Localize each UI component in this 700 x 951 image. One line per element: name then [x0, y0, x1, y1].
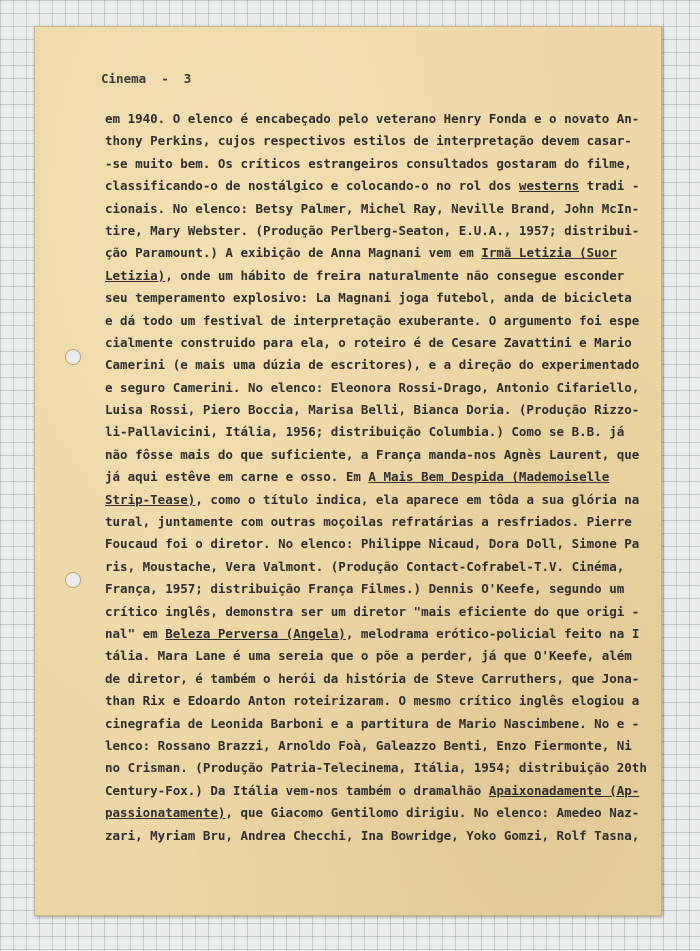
text-segment: cionais. No elenco: Betsy Palmer, Michel Ray, Neville Brand, John McIn-: [105, 200, 640, 216]
underlined-title: A Mais Bem Despida (Mademoiselle: [368, 469, 610, 485]
text-segment: thony Perkins, cujos respectivos estilos de interpretação devem casar-: [105, 133, 632, 149]
text-segment: nal" em: [105, 625, 166, 641]
text-segment: já aqui estêve em carne e osso. Em: [105, 469, 369, 485]
text-segment: classificando-o de nostálgico e colocando-o no rol dos: [105, 178, 519, 194]
text-line: [105, 332, 663, 354]
text-segment: Foucaud foi o diretor. No elenco: Philippe Nicaud, Dora Doll, Simone Pa: [105, 536, 640, 552]
document-sheet: [34, 26, 662, 916]
underlined-title: passionatamente): [105, 805, 226, 821]
text-line: [105, 444, 663, 466]
text-segment: França, 1957; distribuição França Filmes.) Dennis O'Keefe, segundo um: [105, 581, 625, 597]
underlined-title: Apaixonadamente (Ap-: [488, 782, 640, 798]
text-segment: Camerini (e mais uma dúzia de escritores), e a direção do experimentado: [105, 357, 640, 373]
text-line: [105, 601, 663, 623]
text-line: [105, 623, 663, 645]
text-segment: tradi -: [579, 178, 640, 194]
text-line: [105, 578, 663, 600]
text-segment: não fôsse mais do que suficiente, a França manda-nos Agnès Laurent, que: [105, 446, 640, 462]
text-segment: no Crisman. (Produção Patria-Telecinema, Itália, 1954; distribuição 20th: [105, 760, 647, 776]
text-segment: ris, Moustache, Vera Valmont. (Produção Contact-Cofrabel-T.V. Cinéma,: [105, 558, 625, 574]
text-line: [105, 220, 663, 242]
text-line: [105, 108, 663, 130]
text-segment: , melodrama erótico-policial feito na I: [345, 625, 640, 641]
text-segment: Luisa Rossi, Piero Boccia, Marisa Belli, Bianca Doria. (Produção Rizzo-: [105, 402, 640, 418]
text-segment: li-Pallavicini, Itália, 1956; distribuição Columbia.) Como se B.B. já: [105, 424, 625, 440]
text-segment: ção Paramount.) A exibição de Anna Magnani vem em: [105, 245, 482, 261]
text-line: [105, 780, 663, 802]
text-line: [105, 489, 663, 511]
text-line: [105, 511, 663, 533]
text-segment: , como o título indica, ela aparece em tôda a sua glória na: [195, 491, 640, 507]
text-segment: tire, Mary Webster. (Produção Perlberg-Seaton, E.U.A., 1957; distribui-: [105, 222, 640, 238]
text-line: [105, 377, 663, 399]
text-line: [105, 802, 663, 824]
text-segment: cinegrafia de Leonida Barboni e a partitura de Mario Nascimbene. No e -: [105, 715, 640, 731]
text-segment: e seguro Camerini. No elenco: Eleonora Rossi-Drago, Antonio Cifariello,: [105, 379, 640, 395]
binder-hole: [65, 349, 81, 365]
text-segment: de diretor, é também o herói da história de Steve Carruthers, que Jona-: [105, 670, 640, 686]
text-line: [105, 466, 663, 488]
text-line: [105, 421, 663, 443]
typed-body-text: [105, 108, 663, 884]
text-segment: Century-Fox.) Da Itália vem-nos também o dramalhão: [105, 782, 489, 798]
binder-hole: [65, 572, 81, 588]
text-line: [105, 130, 663, 152]
text-line: [105, 735, 663, 757]
text-line: [105, 825, 663, 847]
text-segment: e dá todo um festival de interpretação exuberante. O argumento foi espe: [105, 312, 640, 328]
text-line: [105, 242, 663, 264]
page-heading: Cinema - 3: [101, 71, 192, 86]
underlined-title: Letizia): [105, 267, 166, 283]
text-line: [105, 399, 663, 421]
text-line: [105, 668, 663, 690]
text-segment: tural, juntamente com outras moçoilas refratárias a resfriados. Pierre: [105, 514, 632, 530]
text-line: [105, 645, 663, 667]
text-segment: than Rix e Edoardo Anton roteirizaram. O mesmo crítico inglês elogiou a: [105, 693, 640, 709]
text-segment: lenco: Rossano Brazzi, Arnoldo Foà, Galeazzo Benti, Enzo Fiermonte, Ni: [105, 737, 632, 753]
underlined-title: westerns: [518, 178, 580, 194]
text-segment: , que Giacomo Gentilomo dirigiu. No elenco: Amedeo Naz-: [225, 805, 640, 821]
text-segment: cialmente construido para ela, o roteiro é de Cesare Zavattini e Mario: [105, 334, 632, 350]
text-line: [105, 153, 663, 175]
text-segment: seu temperamento explosivo: La Magnani joga futebol, anda de bicicleta: [105, 290, 632, 306]
underlined-title: Beleza Perversa (Angela): [165, 625, 346, 641]
text-line: [105, 757, 663, 779]
text-segment: tália. Mara Lane é uma sereia que o põe a perder, já que O'Keefe, além: [105, 648, 632, 664]
text-line: [105, 198, 663, 220]
text-segment: crítico inglês, demonstra ser um diretor "mais eficiente do que origi -: [105, 603, 640, 619]
text-segment: zari, Myriam Bru, Andrea Checchi, Ina Bowridge, Yoko Gomzi, Rolf Tasna,: [105, 827, 640, 843]
text-line: [105, 690, 663, 712]
text-segment: , onde um hábito de freira naturalmente não consegue esconder: [165, 267, 625, 283]
text-line: [105, 287, 663, 309]
text-line: [105, 533, 663, 555]
text-line: [105, 310, 663, 332]
underlined-title: Strip-Tease): [105, 491, 196, 507]
text-line: [105, 713, 663, 735]
underlined-title: Irmã Letizia (Suor: [481, 245, 617, 261]
text-line: [105, 556, 663, 578]
text-line: [105, 175, 663, 197]
text-segment: -se muito bem. Os críticos estrangeiros consultados gostaram do filme,: [105, 155, 632, 171]
text-segment: em 1940. O elenco é encabeçado pelo veterano Henry Fonda e o novato An-: [105, 111, 640, 126]
text-line: [105, 354, 663, 376]
text-line: [105, 265, 663, 287]
